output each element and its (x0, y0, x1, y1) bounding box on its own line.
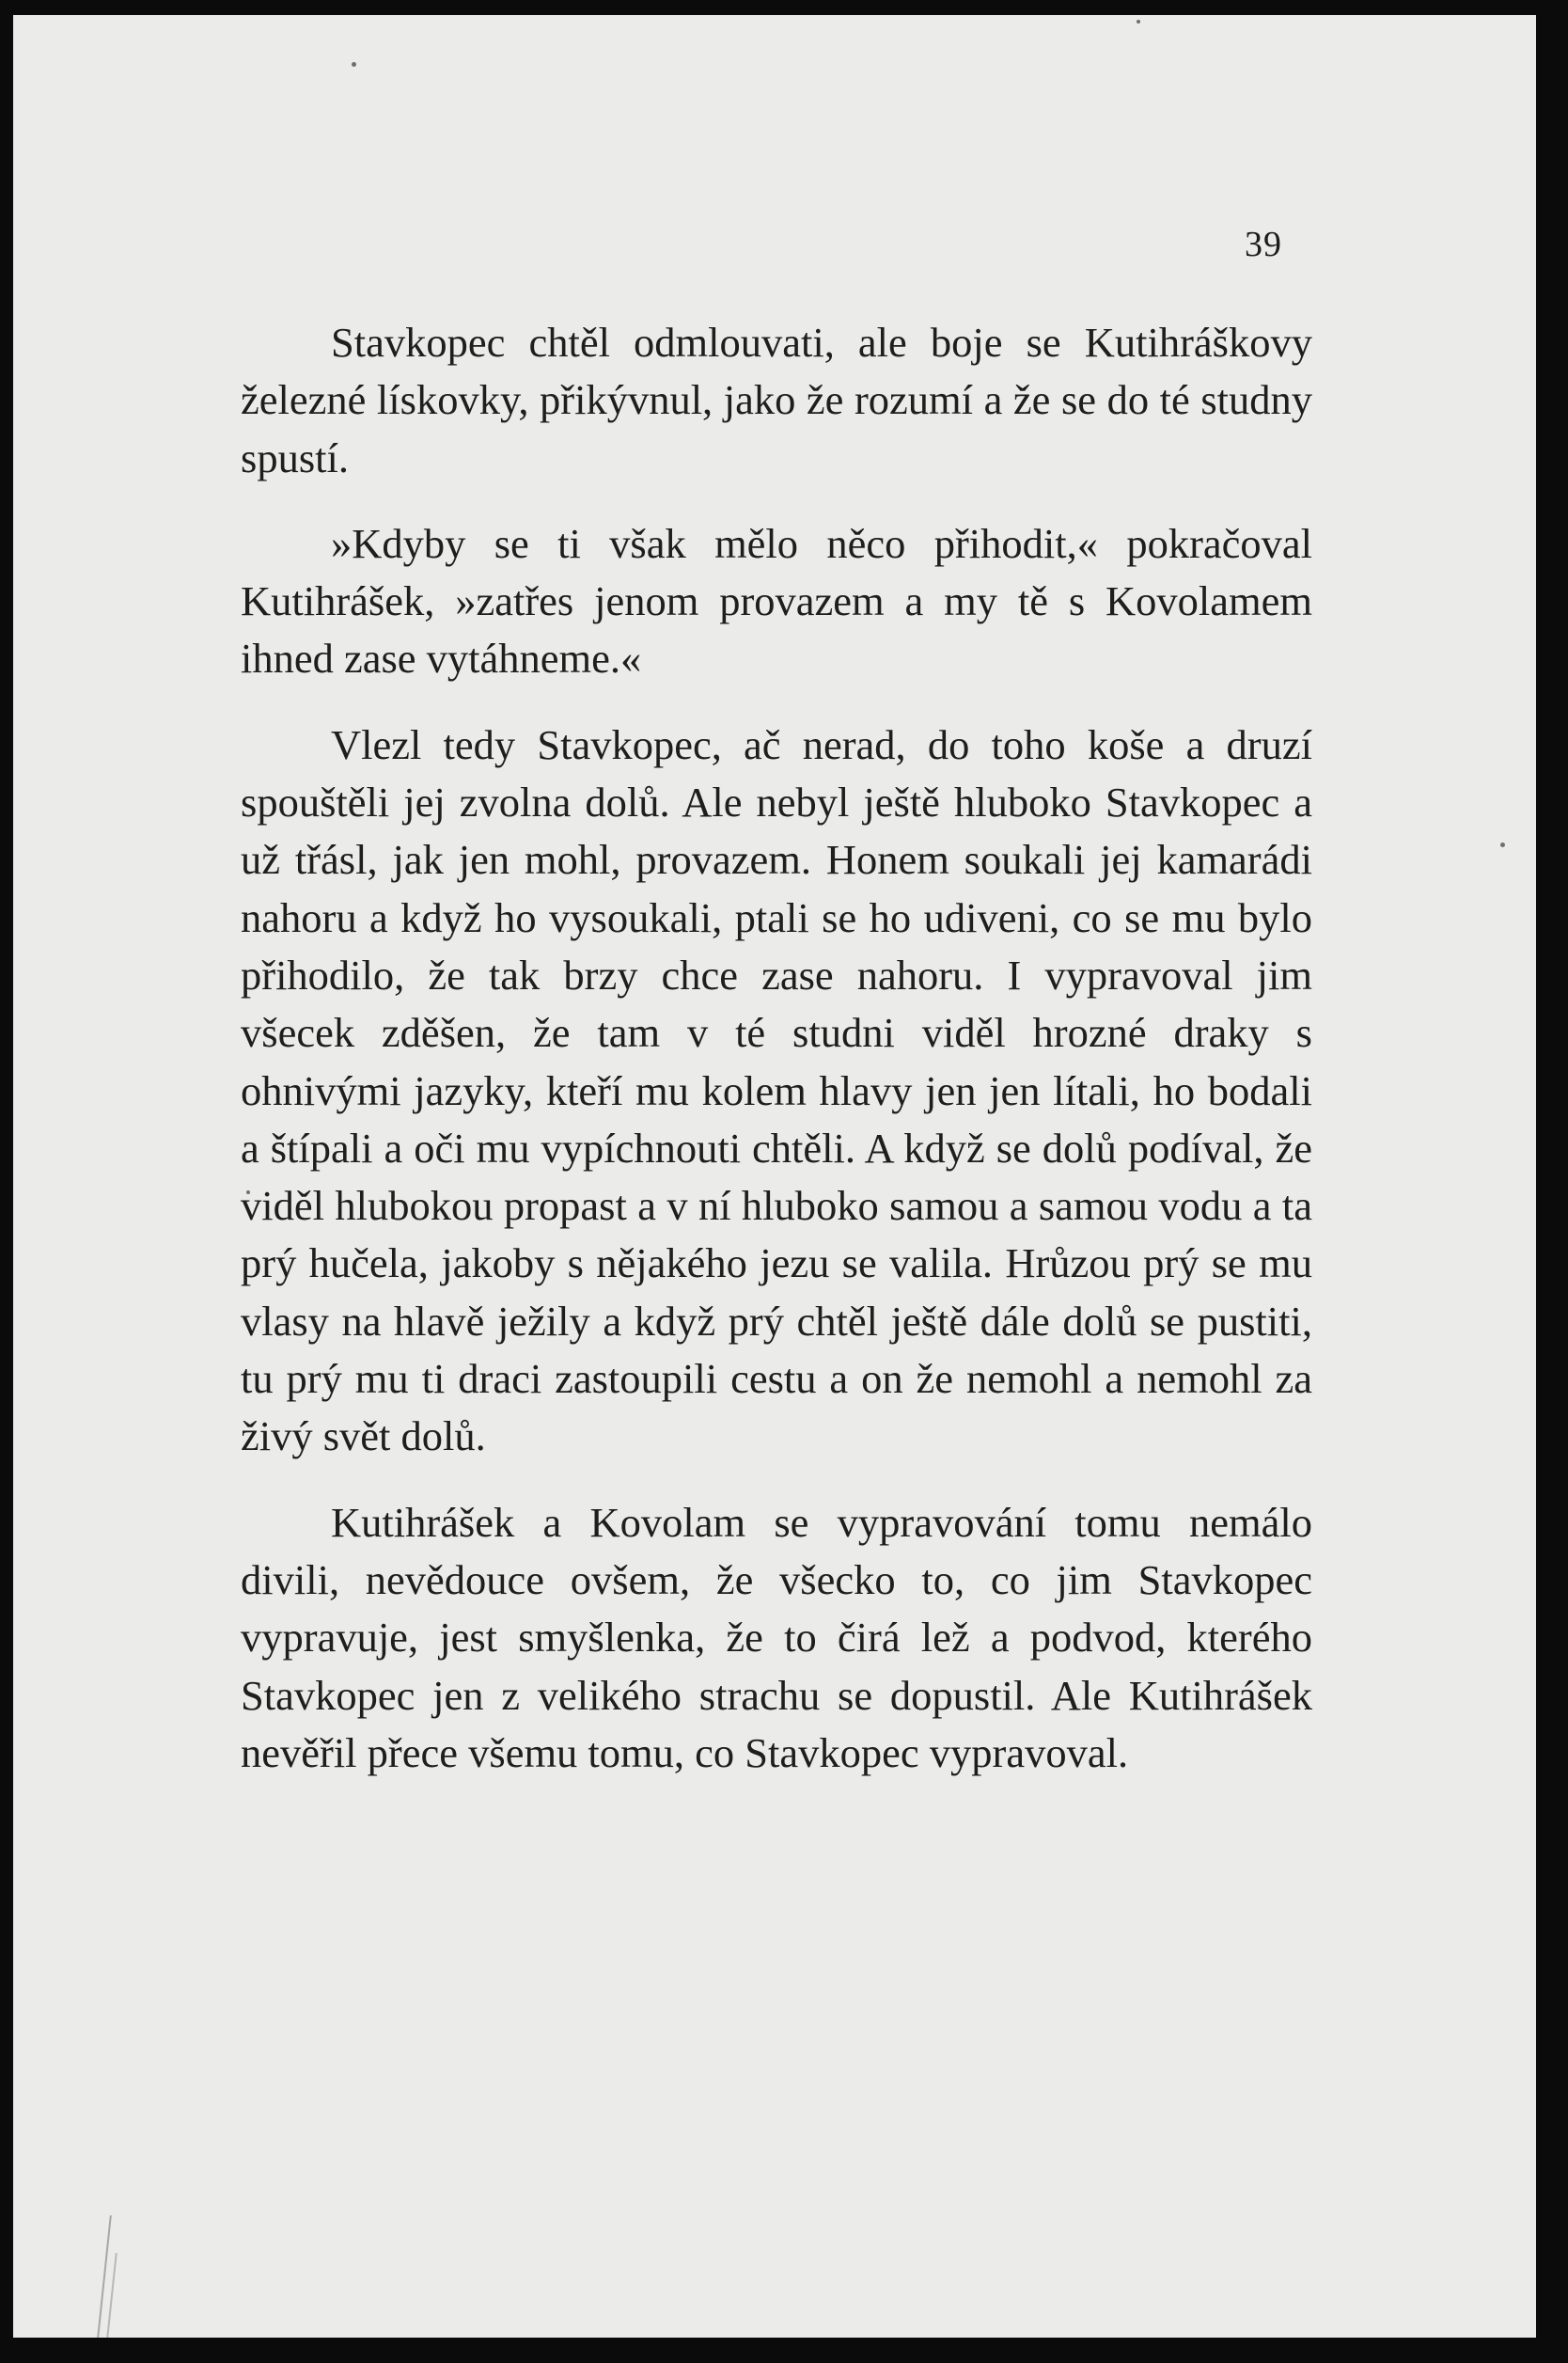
paragraph: Vlezl tedy Stavkopec, ač nerad, do toho koše a druzí spouštěli jej zvolna dolů. Ale nebyl ještě hluboko Stavkopec a už třásl, jak jen mohl, provazem. Honem soukali jej kamarádi nahoru a když ho vysoukali, ptali se ho udiveni, co se mu bylo přihodilo, že tak brzy chce zase nahoru. I vypravoval jim všecek zděšen, že tam v té studni viděl hrozné draky s ohnivými jazyky, kteří mu kolem hlavy jen jen lítali, ho bodali a štípali a oči mu vypíchnouti chtěli. A když se dolů podíval, že viděl hlubokou propast a v ní hluboko samou a samou vodu a ta prý hučela, jakoby s nějakého jezu se valila. Hrůzou prý se mu vlasy na hlavě ježily a když prý chtěl ještě dále dolů se pustiti, tu prý mu ti draci zastoupili cestu a on že nemohl a nemohl za živý svět dolů. (241, 720, 1312, 1460)
gutter-shadow-line (106, 2253, 117, 2338)
body-text (241, 314, 1312, 1782)
paragraph: »Kdyby se ti však mělo něco přihodit,« pokračoval Kutihrášek, »zatřes jenom provazem a my tě s Kovolamem ihned zase vytáhneme.« (241, 519, 1312, 683)
paragraph: Stavkopec chtěl odmlouvati, ale boje se Kutihráškovy železné lískovky, přikývnul, jako že rozumí a že se do té studny spustí. (241, 319, 1312, 481)
book-page (13, 15, 1536, 2338)
paragraph: Kutihrášek a Kovolam se vypravování tomu nemálo divili, nevědouce ovšem, že všecko to, co jim Stavkopec vypravuje, jest smyšlenka, že to čirá lež a podvod, kterého Stavkopec jen z velikého strachu se dopustil. Ale Kutihrášek nevěřil přece všemu tomu, co Stavkopec vypravoval. (241, 1498, 1312, 1776)
paper-speck (1500, 843, 1505, 847)
paper-speck (352, 62, 356, 67)
page-number: 39 (1245, 225, 1282, 264)
paper-speck (1137, 20, 1140, 24)
